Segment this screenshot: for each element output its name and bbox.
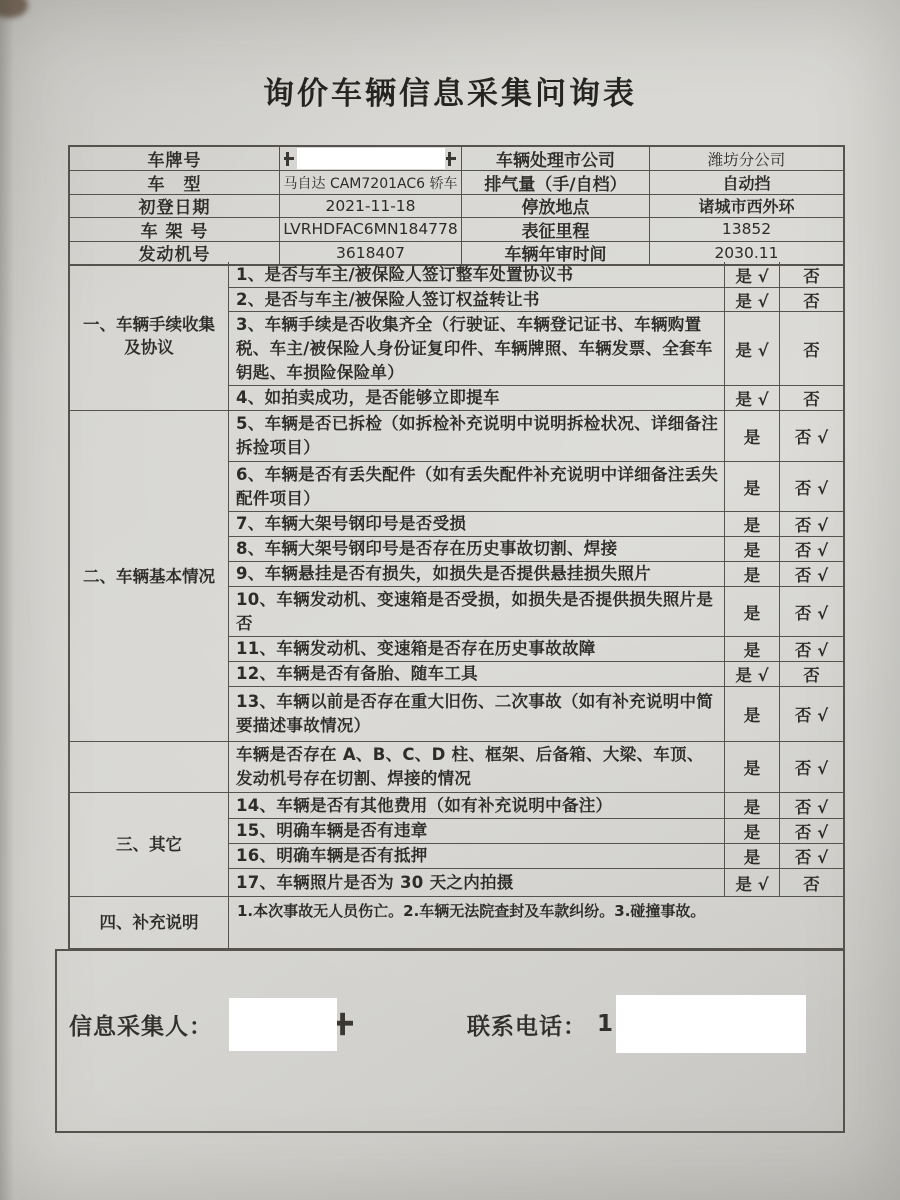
answer-yes-cell: 是 (724, 537, 779, 561)
partial-glyph-fragment (284, 150, 296, 168)
question-text: 车辆是否存在 A、B、C、D 柱、框架、后备箱、大梁、车顶、发动机号存在切割、焊接的情况 (236, 745, 704, 788)
phone-redaction-box (616, 995, 806, 1053)
mileage-label: 表征里程 (461, 218, 649, 240)
info-row-model (70, 170, 843, 193)
phone-line (467, 995, 806, 1053)
questionnaire-table (68, 262, 845, 950)
info-row-plate (70, 147, 843, 170)
collector-label: 信息采集人： (69, 1013, 213, 1040)
answer-no-cell: 否 √ (779, 562, 843, 586)
parking-location-value: 诸城市西外环 (649, 195, 843, 217)
question-row (229, 868, 843, 896)
question-text: 13、车辆以前是否存在重大旧伤、二次事故（如有补充说明中简要描述事故情况） (236, 692, 714, 735)
question-text: 8、车辆大架号钢印号是否存在历史事故切割、焊接 (236, 539, 618, 558)
section-supplementary-notes (70, 896, 843, 948)
answer-yes-cell: 是 √ (724, 869, 779, 896)
answer-yes-cell: 是 (724, 512, 779, 536)
answer-no-cell: 否 √ (779, 844, 843, 868)
handling-company-value: 潍坊分公司 (649, 147, 843, 170)
answer-yes-cell: 是 (724, 411, 779, 461)
question-row (229, 586, 843, 636)
question-text: 4、如拍卖成功，是否能够立即提车 (236, 388, 500, 407)
question-text: 7、车辆大架号钢印号是否受损 (236, 514, 467, 533)
answer-no-cell: 否 (779, 662, 843, 686)
question-text: 10、车辆发动机、变速箱是否受损，如损失是否提供损失照片是否 (236, 589, 714, 633)
section-3-label: 三、其它 (70, 793, 229, 896)
answer-no-cell: 否 √ (779, 687, 843, 741)
mileage-value: 13852 (649, 218, 843, 240)
paper-edge-shadow (0, 0, 14, 1200)
question-text: 12、车辆是否有备胎、随车工具 (236, 664, 478, 683)
section-4-label: 四、补充说明 (70, 897, 229, 948)
handling-company-label: 车辆处理市公司 (461, 147, 649, 170)
answer-yes-cell: 是 (724, 587, 779, 636)
question-row (229, 262, 843, 287)
answer-yes-cell: 是 (724, 462, 779, 511)
answer-yes-cell: 是 (724, 844, 779, 868)
question-row (229, 818, 843, 843)
engine-number-label: 发动机号 (138, 245, 211, 264)
answer-yes-cell: 是 (724, 687, 779, 741)
info-row-first-registration (70, 194, 843, 217)
section-basic-condition (70, 410, 843, 741)
answer-no-cell: 否 √ (779, 637, 843, 661)
answer-no-cell: 否 (779, 262, 843, 287)
info-row-engine (70, 241, 843, 264)
answer-no-cell: 否 √ (779, 537, 843, 561)
section-other (70, 792, 843, 896)
answer-yes-cell: 是 √ (724, 386, 779, 410)
question-row (229, 461, 843, 511)
displacement-value: 自动挡 (649, 171, 843, 193)
vehicle-info-table (68, 145, 845, 266)
section-procedures (70, 262, 843, 410)
answer-no-cell: 否 √ (779, 512, 843, 536)
answer-no-cell: 否 (779, 312, 843, 385)
first-registration-label: 初登日期 (138, 198, 211, 218)
question-row (229, 661, 843, 686)
signature-box (55, 949, 845, 1133)
inspection-time-value: 2030.11 (649, 242, 843, 264)
question-text: 16、明确车辆是否有抵押 (236, 846, 428, 865)
question-row (229, 511, 843, 536)
question-row (229, 536, 843, 561)
answer-no-cell: 否 √ (779, 411, 843, 461)
answer-yes-cell: 是 (724, 793, 779, 818)
answer-yes-cell: 是 √ (724, 288, 779, 311)
parking-location-label: 停放地点 (461, 195, 649, 217)
partial-glyph-fragment (446, 150, 458, 168)
engine-number-value: 3618407 (279, 242, 461, 264)
question-text: 9、车辆悬挂是否有损失，如损失是否提供悬挂损失照片 (236, 564, 651, 583)
question-text: 2、是否与车主/被保险人签订权益转让书 (236, 289, 540, 309)
answer-no-cell: 否 √ (779, 742, 843, 792)
plate-label: 车牌号 (147, 151, 202, 171)
redaction-box (297, 148, 445, 169)
collector-name-redaction-box (229, 998, 337, 1051)
question-row (229, 411, 843, 461)
answer-yes-cell: 是 √ (724, 662, 779, 686)
answer-yes-cell: 是 (724, 819, 779, 843)
displacement-label: 排气量（手/自档） (461, 171, 649, 193)
question-row (229, 287, 843, 311)
question-row (229, 311, 843, 385)
question-text: 17、车辆照片是否为 30 天之内拍摄 (236, 872, 514, 892)
plate-value-redacted (279, 147, 461, 170)
question-row (229, 686, 843, 741)
question-text: 5、车辆是否已拆检（如拆检补充说明中说明拆检状况、详细备注拆捡项目） (236, 414, 719, 457)
answer-yes-cell: 是 (724, 637, 779, 661)
answer-no-cell: 否 √ (779, 793, 843, 818)
answer-yes-cell: 是 √ (724, 312, 779, 385)
question-row (229, 793, 843, 818)
partial-glyph-fragment (337, 1010, 356, 1039)
section-1-label: 一、车辆手续收集及协议 (70, 262, 229, 410)
answer-no-cell: 否 √ (779, 462, 843, 511)
question-text: 11、车辆发动机、变速箱是否存在历史事故故障 (236, 639, 596, 658)
form-title: 询价车辆信息采集问询表 (263, 76, 637, 112)
section-2-label: 二、车辆基本情况 (70, 411, 229, 741)
model-label: 车 型 (147, 175, 202, 194)
question-text: 14、车辆是否有其他费用（如有补充说明中备注） (236, 795, 613, 815)
phone-label: 联系电话： (467, 1013, 587, 1040)
question-row (229, 636, 843, 661)
answer-no-cell: 否 (779, 386, 843, 410)
answer-yes-cell: 是 √ (724, 262, 779, 287)
answer-no-cell: 否 (779, 869, 843, 896)
answer-yes-cell: 是 (724, 562, 779, 586)
phone-visible-digit: 1 (597, 1011, 615, 1037)
vin-value: LVRHDFAC6MN184778 (279, 218, 461, 240)
section-blank-label (70, 742, 229, 792)
question-text: 3、车辆手续是否收集齐全（行驶证、车辆登记证书、车辆购置税、车主/被保险人身份证复印件、车辆牌照、车辆发票、全套车钥匙、车损险保险单） (236, 314, 713, 382)
model-value: 马自达 CAM7201AC6 轿车 (279, 171, 461, 193)
question-row (229, 561, 843, 586)
question-row (229, 843, 843, 868)
section-pillar-frame (70, 741, 843, 792)
supplementary-note-text: 1.本次事故无人员伤亡。2.车辆无法院查封及车款纠纷。3.碰撞事故。 (237, 902, 706, 920)
answer-yes-cell: 是 (724, 742, 779, 792)
question-text: 1、是否与车主/被保险人签订整车处置协议书 (236, 264, 574, 284)
question-text: 15、明确车辆是否有违章 (236, 821, 428, 840)
vin-label: 车 架 号 (140, 221, 209, 241)
answer-no-cell: 否 √ (779, 587, 843, 636)
inspection-time-label: 车辆年审时间 (461, 242, 649, 264)
question-text: 6、车辆是否有丢失配件（如有丢失配件补充说明中详细备注丢失配件项目） (236, 464, 719, 508)
answer-no-cell: 否 √ (779, 819, 843, 843)
answer-no-cell: 否 (779, 288, 843, 311)
question-row (229, 742, 843, 792)
first-registration-value: 2021-11-18 (279, 195, 461, 217)
question-row (229, 385, 843, 410)
info-row-vin (70, 217, 843, 240)
collector-line (69, 995, 806, 1053)
